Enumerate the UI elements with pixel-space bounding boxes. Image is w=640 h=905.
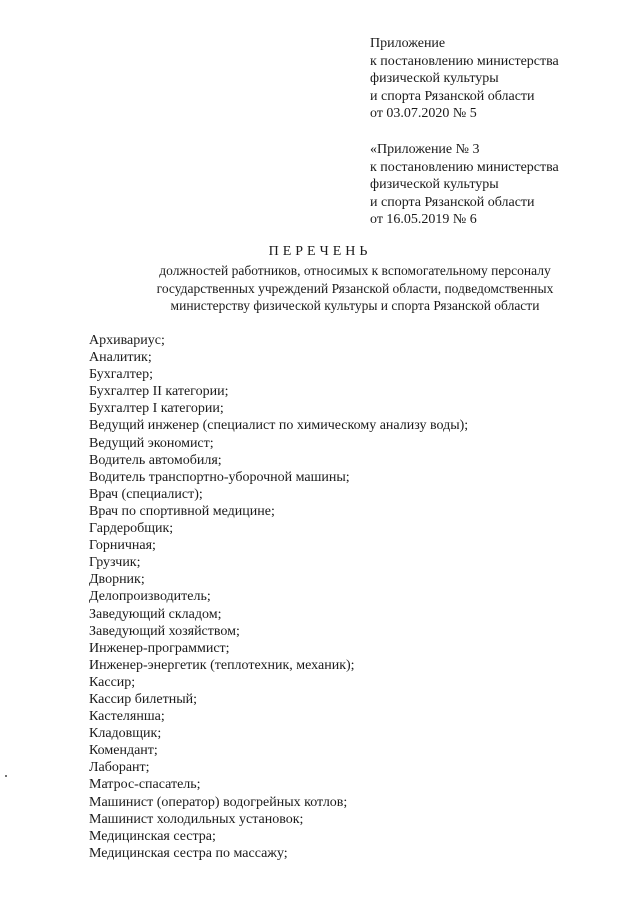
appendix-line: и спорта Рязанской области: [370, 88, 535, 104]
position-item: Инженер-энергетик (теплотехник, механик);: [89, 657, 355, 673]
appendix-line: от 16.05.2019 № 6: [370, 212, 477, 227]
appendix-line: к постановлению министерства: [370, 159, 559, 175]
positions-list: [89, 332, 468, 862]
position-item: Бухгалтер;: [89, 367, 153, 383]
position-item: Бухгалтер II категории;: [89, 384, 229, 400]
appendix-line: «Приложение № 3: [370, 142, 480, 157]
appendix-line: физической культуры: [370, 71, 499, 86]
position-item: Медицинская сестра по массажу;: [89, 845, 288, 861]
document-title: ПЕРЕЧЕНЬ: [268, 244, 372, 259]
position-item: Заведующий складом;: [89, 606, 222, 622]
position-item: Врач (специалист);: [89, 486, 203, 502]
position-item: Водитель транспортно-уборочной машины;: [89, 469, 350, 485]
position-item: Кассир;: [89, 674, 136, 690]
position-item: Кладовщик;: [89, 726, 162, 742]
position-item: Гардеробщик;: [89, 521, 174, 537]
position-item: Делопроизводитель;: [89, 589, 211, 605]
position-item: Грузчик;: [89, 555, 141, 571]
appendix-header-current: [370, 35, 630, 123]
position-item: Кастелянша;: [89, 709, 165, 725]
position-item: Кассир билетный;: [89, 691, 198, 707]
position-item: Дворник;: [89, 572, 145, 588]
appendix-line: физической культуры: [370, 177, 499, 192]
position-item: Инженер-программист;: [89, 640, 230, 656]
position-item: Лаборант;: [89, 760, 150, 776]
position-item: Ведущий экономист;: [89, 435, 214, 451]
position-item: Комендант;: [89, 743, 158, 759]
position-item: Бухгалтер I категории;: [89, 401, 224, 417]
position-item: Архивариус;: [89, 333, 165, 348]
subtitle-line: должностей работников, относимых к вспомогательному персоналу: [159, 263, 551, 278]
position-item: Заведующий хозяйством;: [89, 623, 240, 639]
position-item: Ведущий инженер (специалист по химическому анализу воды);: [89, 418, 469, 434]
subtitle-line: государственных учреждений Рязанской области, подведомственных: [156, 280, 554, 296]
appendix-line: от 03.07.2020 № 5: [370, 106, 477, 121]
position-item: Матрос-спасатель;: [89, 777, 201, 793]
appendix-line: к постановлению министерства: [370, 53, 559, 69]
position-item: Медицинская сестра;: [89, 828, 216, 844]
position-item: Врач по спортивной медицине;: [89, 503, 275, 519]
position-item: Машинист холодильных установок;: [89, 811, 304, 827]
appendix-line: и спорта Рязанской области: [370, 194, 535, 210]
position-item: Водитель автомобиля;: [89, 452, 222, 468]
position-item: Горничная;: [89, 538, 156, 554]
position-item: Машинист (оператор) водогрейных котлов;: [89, 794, 348, 810]
appendix-header-original: [370, 141, 630, 229]
appendix-line: Приложение: [370, 36, 446, 51]
scan-speck: [5, 775, 7, 777]
document-subtitle: [120, 262, 590, 315]
position-item: Аналитик;: [89, 350, 152, 366]
subtitle-line: министерству физической культуры и спорта Рязанской области: [170, 298, 540, 313]
